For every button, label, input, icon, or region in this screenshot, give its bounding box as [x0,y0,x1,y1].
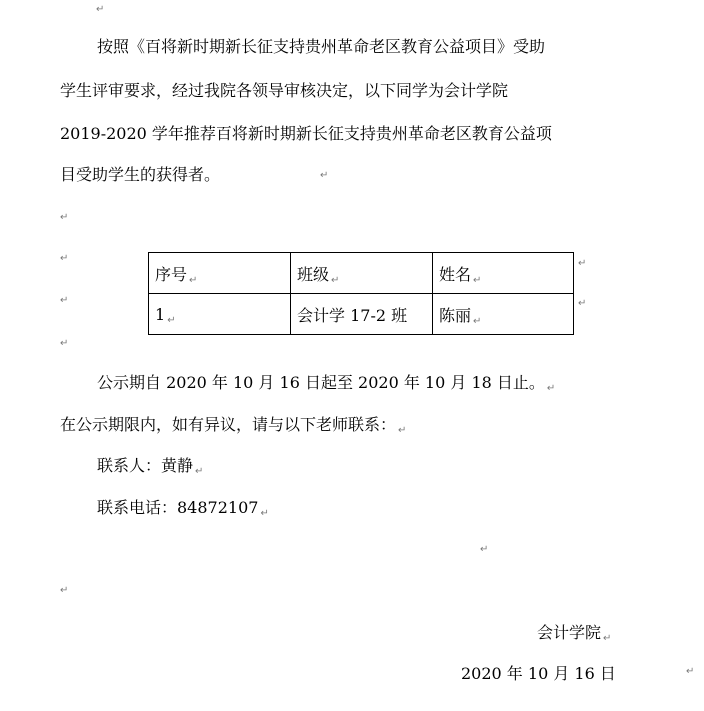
paragraph-mark: ↵ [686,666,695,677]
notice-period: 公示期自 2020 年 10 月 16 日起至 2020 年 10 月 18 日止。 ↵ [97,373,556,394]
row-end-mark: ↵ [578,298,587,309]
table-header-cell: 姓名 ↵ [433,253,574,294]
table-cell: 1 ↵ [149,294,291,335]
signature-date: 2020 年 10 月 16 日 [461,664,616,683]
table-header-row [149,253,574,294]
table-row [149,294,574,335]
paragraph-mark: ↵ [60,295,69,306]
intro-line-4 [60,165,220,185]
contact-phone: 联系电话：84872107 ↵ [97,498,269,519]
paragraph-mark: ↵ [60,585,69,596]
intro-line-4-text: 目受助学生的获得者。 [60,165,221,184]
intro-line-3: 2019-2020 学年推荐百将新时期新长征支持贵州革命老区教育公益项 [60,124,552,143]
paragraph-mark: ↵ [320,170,329,181]
table-cell: 陈丽 ↵ [433,294,574,335]
paragraph-mark: ↵ [60,212,69,223]
table-cell: 会计学 17-2 班 [291,294,433,335]
table-header-cell: 班级 ↵ [291,253,433,294]
paragraph-mark: ↵ [480,544,489,555]
row-end-mark: ↵ [578,258,587,269]
paragraph-mark: ↵ [96,4,105,15]
table-header-cell: 序号 ↵ [149,253,291,294]
paragraph-mark: ↵ [60,338,69,349]
notice-objection: 在公示期限内，如有异议，请与以下老师联系： ↵ [60,415,407,436]
contact-person: 联系人：黄静 ↵ [97,456,204,477]
recipient-table [148,252,574,335]
intro-line-2: 学生评审要求，经过我院各领导审核决定，以下同学为会计学院 [60,81,509,100]
signature-unit: 会计学院 ↵ [537,623,612,644]
paragraph-mark: ↵ [60,253,69,264]
intro-line-1: 按照《百将新时期新长征支持贵州革命老区教育公益项目》受助 [97,37,546,56]
